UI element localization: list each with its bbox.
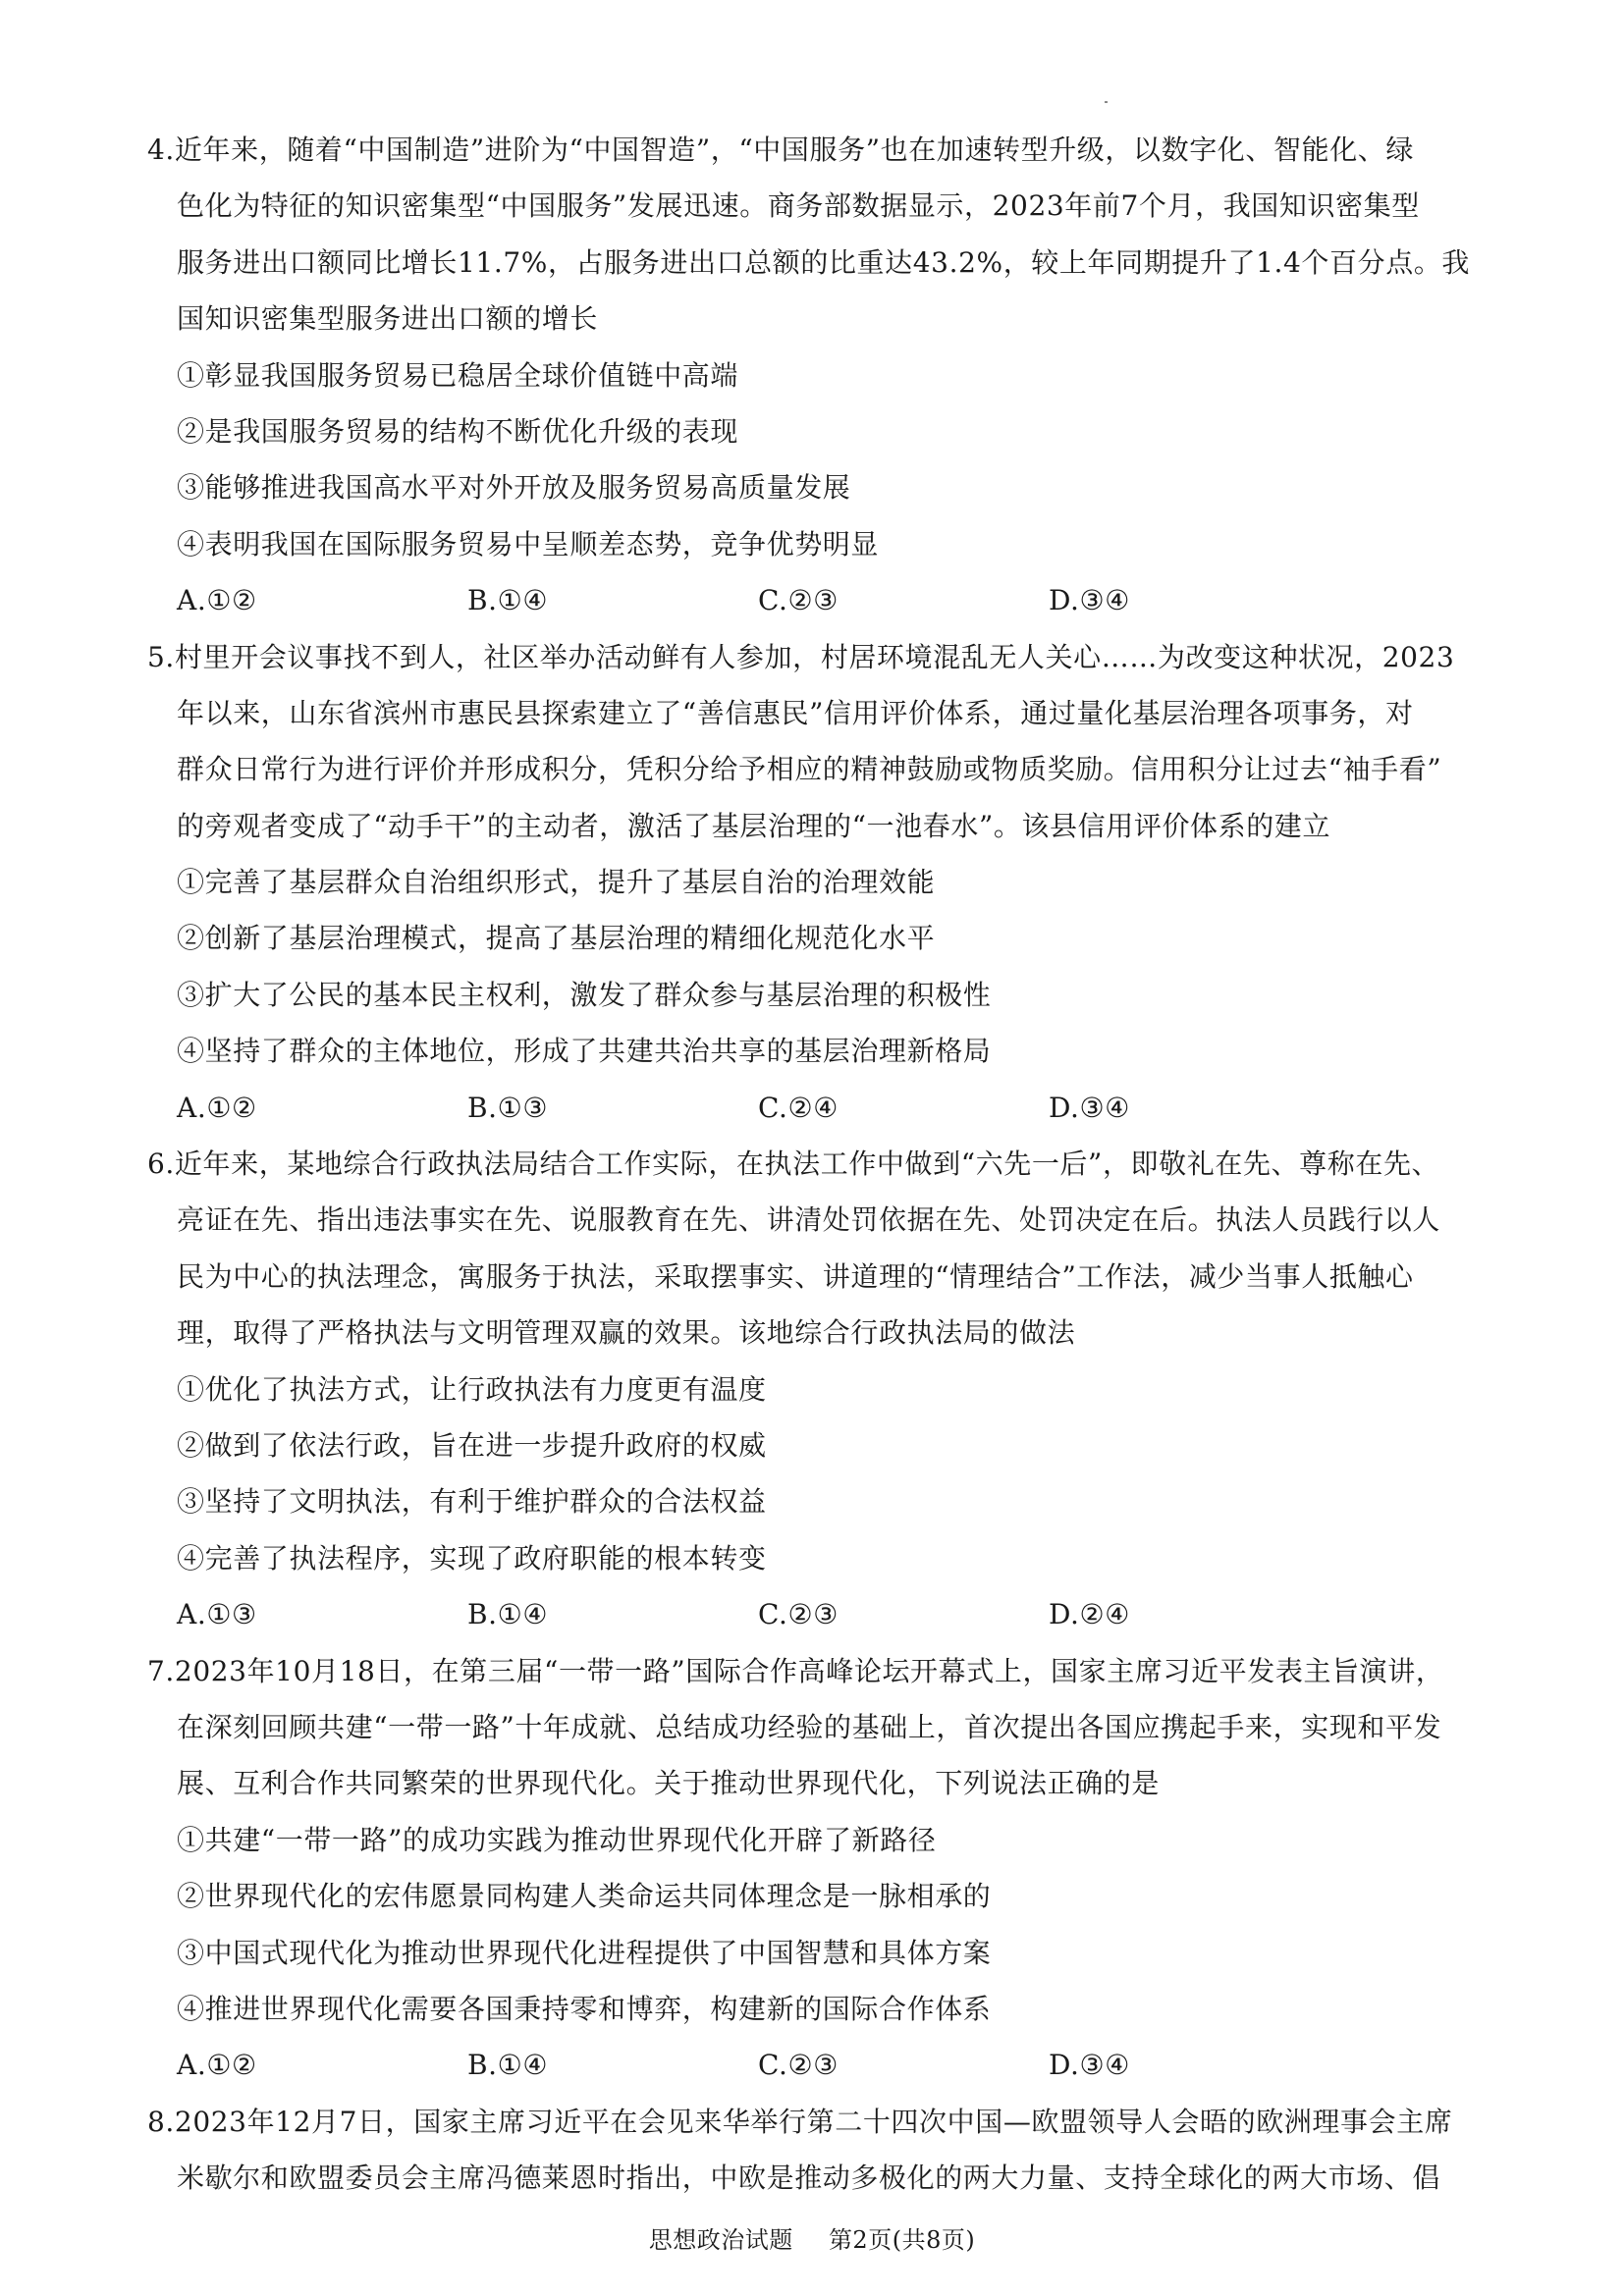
statement-option: ④表明我国在国际服务贸易中呈顺差态势，竞争优势明显: [177, 527, 880, 561]
question-stem-line: 米歇尔和欧盟委员会主席冯德莱恩时指出，中欧是推动多极化的两大力量、支持全球化的两大市场、倡: [177, 2162, 1441, 2195]
answer-choice: A.①③: [177, 1598, 257, 1631]
answer-choice: A.①②: [177, 2049, 257, 2082]
statement-option: ②做到了依法行政，旨在进一步提升政府的权威: [177, 1428, 767, 1462]
question-stem-line: 色化为特征的知识密集型“中国服务”发展迅速。商务部数据显示，2023年前7个月，我国知识密集型: [177, 189, 1420, 223]
statement-option: ③坚持了文明执法，有利于维护群众的合法权益: [177, 1485, 767, 1519]
statement-option: ②是我国服务贸易的结构不断优化升级的表现: [177, 414, 739, 448]
answer-choice: D.③④: [1049, 584, 1130, 617]
statement-option: ①优化了执法方式，让行政执法有力度更有温度: [177, 1372, 767, 1406]
statement-option: ③中国式现代化为推动世界现代化进程提供了中国智慧和具体方案: [177, 1936, 992, 1969]
statement-option: ③扩大了公民的基本民主权利，激发了群众参与基层治理的积极性: [177, 978, 992, 1011]
question-stem-line: 民为中心的执法理念，寓服务于执法，采取摆事实、讲道理的“情理结合”工作法，减少当事人抵触心: [177, 1259, 1414, 1293]
question-stem-line: 理，取得了严格执法与文明管理双赢的效果。该地综合行政执法局的做法: [177, 1316, 1076, 1350]
scan-speck: [1105, 101, 1108, 103]
question-list: [147, 122, 1502, 2206]
statement-option: ④完善了执法程序，实现了政府职能的根本转变: [177, 1541, 767, 1575]
question-stem-line: 8.2023年12月7日，国家主席习近平在会见来华举行第二十四次中国—欧盟领导人会晤的欧洲理事会主席: [147, 2105, 1453, 2138]
footer-page-number: 第2页(共8页): [828, 2226, 976, 2254]
statement-option: ①共建“一带一路”的成功实践为推动世界现代化开辟了新路径: [177, 1823, 937, 1856]
question-stem-line: 7.2023年10月18日，在第三届“一带一路”国际合作高峰论坛开幕式上，国家主席习近平发表主旨演讲，: [147, 1654, 1444, 1687]
question-block: [147, 122, 1502, 629]
question-block: [147, 1643, 1502, 2094]
question-block: [147, 2094, 1502, 2207]
answer-choice: B.①④: [467, 2049, 549, 2082]
statement-option: ④坚持了群众的主体地位，形成了共建共治共享的基层治理新格局: [177, 1035, 992, 1068]
answer-choice: D.③④: [1049, 2049, 1130, 2082]
question-stem-line: 亮证在先、指出违法事实在先、说服教育在先、讲清处罚依据在先、处罚决定在后。执法人员践行以人: [177, 1203, 1441, 1237]
answer-choices: [147, 1586, 1502, 1642]
answer-choice: B.①③: [467, 1091, 549, 1124]
statement-option: ②创新了基层治理模式，提高了基层治理的精细化规范化水平: [177, 922, 936, 955]
question-stem-line: 国知识密集型服务进出口额的增长: [177, 302, 599, 336]
answer-choice: C.②③: [758, 1598, 839, 1631]
answer-choice: D.③④: [1049, 1091, 1130, 1124]
question-stem-line: 展、互利合作共同繁荣的世界现代化。关于推动世界现代化，下列说法正确的是: [177, 1767, 1161, 1800]
answer-choices: [147, 1080, 1502, 1136]
question-stem-line: 5.村里开会议事找不到人，社区举办活动鲜有人参加，村居环境混乱无人关心……为改变这种状况，2023: [147, 640, 1455, 673]
answer-choices: [147, 572, 1502, 628]
statement-option: ③能够推进我国高水平对外开放及服务贸易高质量发展: [177, 471, 851, 505]
question-stem-line: 服务进出口额同比增长11.7%，占服务进出口总额的比重达43.2%，较上年同期提升了1.4个百分点。我: [177, 245, 1471, 279]
question-block: [147, 1136, 1502, 1643]
question-stem-line: 4.近年来，随着“中国制造”进阶为“中国智造”，“中国服务”也在加速转型升级，以数字化、智能化、绿: [147, 133, 1415, 166]
answer-choice: A.①②: [177, 584, 257, 617]
answer-choice: A.①②: [177, 1091, 257, 1124]
question-stem-line: 年以来，山东省滨州市惠民县探索建立了“善信惠民”信用评价体系，通过量化基层治理各项事务，对: [177, 696, 1414, 729]
answer-choice: C.②④: [758, 1091, 839, 1124]
statement-option: ②世界现代化的宏伟愿景同构建人类命运共同体理念是一脉相承的: [177, 1880, 992, 1913]
statement-option: ①完善了基层群众自治组织形式，提升了基层自治的治理效能: [177, 866, 936, 899]
footer-subject: 思想政治试题: [648, 2226, 793, 2254]
question-block: [147, 629, 1502, 1137]
question-stem-line: 在深刻回顾共建“一带一路”十年成就、总结成功经验的基础上，首次提出各国应携起手来，实现和平发: [177, 1710, 1442, 1743]
question-stem-line: 的旁观者变成了“动手干”的主动者，激活了基层治理的“一池春水”。该县信用评价体系的建立: [177, 809, 1331, 842]
answer-choice: B.①④: [467, 584, 549, 617]
question-stem-line: 6.近年来，某地综合行政执法局结合工作实际，在执法工作中做到“六先一后”，即敬礼在先、尊称在先、: [147, 1148, 1440, 1181]
answer-choice: C.②③: [758, 2049, 839, 2082]
statement-option: ④推进世界现代化需要各国秉持零和博弈，构建新的国际合作体系: [177, 1992, 992, 2025]
answer-choice: C.②③: [758, 584, 839, 617]
answer-choices: [147, 2037, 1502, 2093]
page-footer: [0, 2220, 1624, 2255]
question-stem-line: 群众日常行为进行评价并形成积分，凭积分给予相应的精神鼓励或物质奖励。信用积分让过去“袖手看”: [177, 753, 1442, 786]
answer-choice: B.①④: [467, 1598, 549, 1631]
answer-choice: D.②④: [1049, 1598, 1130, 1631]
statement-option: ①彰显我国服务贸易已稳居全球价值链中高端: [177, 358, 739, 392]
